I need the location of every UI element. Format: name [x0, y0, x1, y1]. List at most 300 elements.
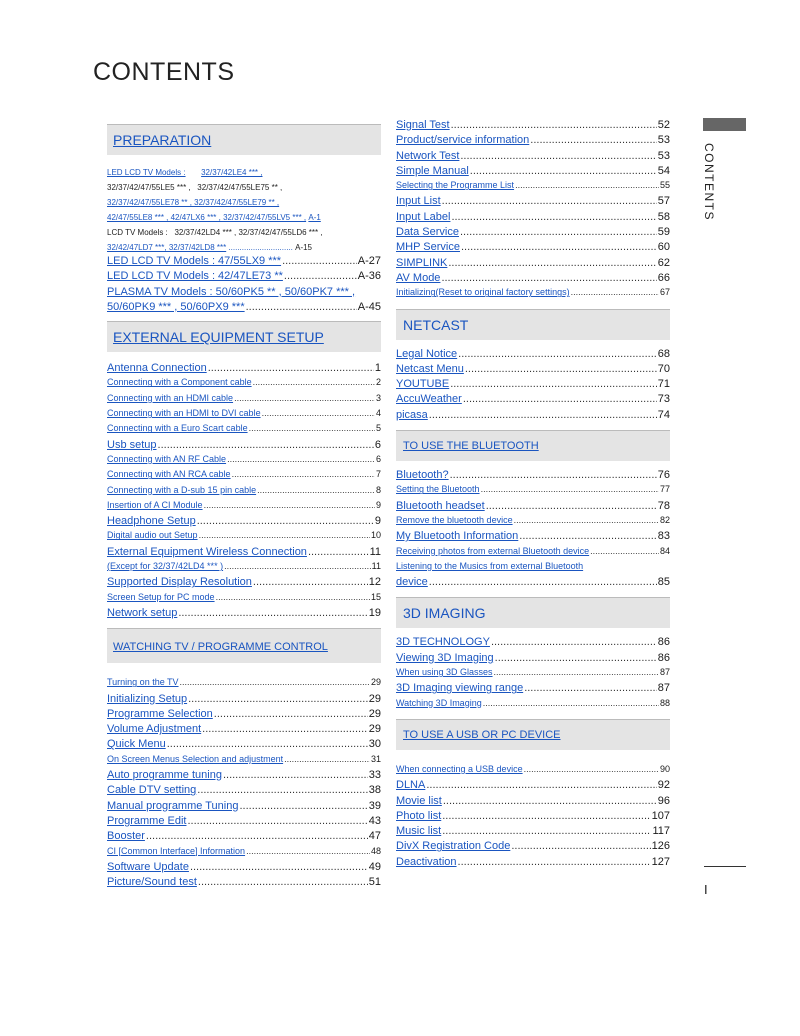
model-line[interactable]: 32/42/47LD7 ***, 32/37/42LD8 *** ............................. A-15	[107, 243, 313, 252]
toc-entry-title[interactable]: 3D TECHNOLOGY	[396, 636, 490, 649]
toc-entry[interactable]	[107, 800, 381, 815]
toc-entry[interactable]	[396, 484, 670, 499]
dot-leader	[234, 393, 375, 403]
toc-entry-page: 74	[657, 408, 670, 421]
dot-leader	[146, 830, 368, 842]
toc-entry[interactable]	[396, 393, 670, 408]
toc-entry[interactable]	[107, 693, 381, 708]
dot-leader	[249, 423, 375, 433]
usb-list	[396, 764, 670, 871]
toc-entry-title[interactable]: Simple Manual	[396, 164, 469, 177]
toc-entry-title[interactable]: Receiving photos from external Bluetooth device	[396, 545, 590, 556]
dot-leader	[465, 363, 657, 375]
toc-entry-page: 10	[370, 530, 381, 541]
toc-entry-page: 51	[368, 876, 381, 889]
toc-entry-page: 83	[657, 530, 670, 543]
toc-entry-title[interactable]: device	[396, 576, 428, 589]
toc-entry-title[interactable]: Connecting with a D-sub 15 pin cable	[107, 484, 257, 495]
toc-entry[interactable]	[396, 469, 670, 484]
toc-entry-title[interactable]: CI [Common Interface] Information	[107, 845, 246, 856]
toc-entry[interactable]	[396, 779, 670, 794]
dot-leader	[514, 515, 659, 525]
toc-entry[interactable]	[107, 723, 381, 738]
toc-entry[interactable]	[107, 408, 381, 423]
toc-entry[interactable]	[396, 840, 670, 855]
dot-leader	[494, 667, 659, 677]
toc-entry[interactable]	[396, 241, 670, 256]
toc-entry[interactable]	[396, 378, 670, 393]
dot-leader	[257, 485, 375, 495]
toc-entry-title[interactable]: Connecting with an HDMI to DVI cable	[107, 408, 261, 419]
dot-leader	[448, 257, 656, 269]
toc-entry[interactable]	[107, 454, 381, 469]
dot-leader	[491, 636, 657, 648]
toc-entry-page: 53	[657, 149, 670, 162]
toc-entry[interactable]	[396, 257, 670, 272]
toc-entry-page: 70	[657, 362, 670, 375]
toc-entry-title[interactable]: Legal Notice	[396, 347, 458, 360]
toc-entry[interactable]	[396, 409, 670, 424]
dot-leader	[524, 764, 659, 774]
model-line[interactable]: 32/37/42/47/55LE78 ** , 32/37/42/47/55LE79 ** ,	[107, 198, 280, 207]
dot-leader	[511, 840, 650, 852]
toc-entry-title[interactable]: Quick Menu	[107, 738, 166, 751]
toc-entry-title[interactable]: Screen Setup for PC mode	[107, 591, 215, 602]
side-label: CONTENTS	[702, 143, 716, 221]
toc-entry-title[interactable]: Antenna Connection	[107, 362, 207, 375]
toc-entry-title[interactable]: Cable DTV setting	[107, 784, 197, 797]
toc-entry-title[interactable]: Headphone Setup	[107, 515, 196, 528]
toc-entry[interactable]	[396, 825, 670, 840]
toc-entry[interactable]	[396, 180, 670, 195]
toc-entry-title[interactable]: Volume Adjustment	[107, 723, 202, 736]
toc-entry[interactable]	[107, 754, 381, 769]
section-bluetooth[interactable]: TO USE THE BLUETOOTH	[396, 430, 670, 461]
dot-leader	[442, 195, 657, 207]
toc-entry-title[interactable]: 3D Imaging viewing range	[396, 682, 524, 695]
dot-leader	[483, 698, 659, 708]
toc-entry-title[interactable]: Viewing 3D Imaging	[396, 651, 494, 664]
toc-entry[interactable]	[107, 815, 381, 830]
dot-leader	[443, 795, 657, 807]
toc-entry[interactable]	[107, 708, 381, 723]
dot-leader	[460, 150, 656, 162]
toc-entry[interactable]: PLASMA TV Models : 50/60PK5 ** , 50/60PK7 *** ,	[107, 285, 356, 298]
toc-entry-page: 78	[657, 499, 670, 512]
toc-entry-page: 59	[657, 226, 670, 239]
dot-leader	[450, 469, 657, 481]
dot-leader	[442, 810, 650, 822]
dot-leader	[253, 576, 368, 588]
toc-entry-page: 38	[368, 784, 381, 797]
toc-entry-page: 77	[659, 484, 670, 495]
toc-entry[interactable]	[396, 561, 670, 576]
toc-entry-page: 15	[370, 591, 381, 602]
toc-entry-page: 87	[657, 682, 670, 695]
toc-entry-page: 9	[374, 515, 381, 528]
toc-entry[interactable]	[107, 530, 381, 545]
dot-leader	[198, 876, 368, 888]
dot-leader	[442, 825, 651, 837]
dot-leader	[486, 500, 657, 512]
section-watching-tv[interactable]: WATCHING TV / PROGRAMME CONTROL	[107, 628, 381, 663]
toc-entry-page: 29	[370, 677, 381, 688]
toc-entry-title[interactable]: SIMPLINK	[396, 256, 448, 269]
toc-entry-title[interactable]: Initializing Setup	[107, 692, 188, 705]
toc-entry-title[interactable]: Input List	[396, 195, 441, 208]
toc-entry-page: 11	[371, 561, 381, 572]
toc-entry-title[interactable]: Usb setup	[107, 438, 157, 451]
toc-entry-page: 84	[659, 545, 670, 556]
toc-entry-title[interactable]: External Equipment Wireless Connection	[107, 545, 307, 558]
watching-list	[107, 677, 381, 891]
toc-entry-page: 7	[375, 469, 381, 480]
dot-leader	[429, 576, 657, 588]
toc-entry-title[interactable]: Connecting with an HDMI cable	[107, 392, 234, 403]
dot-leader	[180, 677, 370, 687]
toc-entry-page: 88	[659, 697, 670, 708]
toc-entry[interactable]	[107, 784, 381, 799]
toc-entry[interactable]: 50/60PK9 *** , 50/60PX9 *** ..... A-45	[107, 301, 381, 316]
toc-entry-page: 1	[374, 362, 381, 375]
dot-leader	[308, 546, 369, 558]
toc-entry[interactable]	[396, 226, 670, 241]
dot-leader	[530, 134, 656, 146]
toc-entry[interactable]	[107, 362, 381, 377]
toc-entry[interactable]	[396, 363, 670, 378]
toc-entry[interactable]: LED LCD TV Models : 42/47LE73 ** ..... A-36	[107, 270, 381, 285]
toc-entry-title[interactable]: Listening to the Musics from external Bluetooth	[396, 560, 584, 571]
toc-entry-title[interactable]: Connecting with a Component cable	[107, 377, 252, 388]
dot-leader	[590, 546, 659, 556]
dot-leader	[470, 165, 657, 177]
toc-entry[interactable]	[107, 861, 381, 876]
toc-entry-title[interactable]: Turning on the TV	[107, 677, 179, 688]
toc-entry[interactable]	[107, 393, 381, 408]
toc-entry-page: 33	[368, 769, 381, 782]
dot-leader	[188, 693, 368, 705]
model-list	[107, 165, 381, 255]
toc-entry-page: 29	[368, 707, 381, 720]
imaging-list	[396, 636, 670, 712]
dot-leader	[232, 469, 375, 479]
toc-entry-page: 117	[652, 825, 670, 838]
toc-entry[interactable]	[396, 546, 670, 561]
dot-leader	[190, 861, 368, 873]
toc-entry-page: 86	[657, 636, 670, 649]
toc-entry-title[interactable]: AV Mode	[396, 271, 441, 284]
toc-entry-title[interactable]: On Screen Menus Selection and adjustment	[107, 753, 284, 764]
toc-entry-title[interactable]: Software Update	[107, 860, 189, 873]
toc-entry-page: 86	[657, 651, 670, 664]
dot-leader	[463, 393, 657, 405]
dot-leader	[262, 408, 375, 418]
toc-entry-title[interactable]: Photo list	[396, 809, 442, 822]
dot-leader	[224, 561, 371, 571]
toc-entry-page: 48	[370, 845, 381, 856]
page-title: CONTENTS	[93, 58, 235, 86]
dot-leader	[167, 738, 368, 750]
toc-entry-title[interactable]: Connecting with a Euro Scart cable	[107, 423, 248, 434]
dot-leader	[458, 348, 657, 360]
toc-entry[interactable]	[396, 667, 670, 682]
dot-leader	[458, 856, 651, 868]
toc-entry[interactable]	[396, 211, 670, 226]
dot-leader	[519, 530, 656, 542]
section-usb-pc[interactable]: TO USE A USB OR PC DEVICE	[396, 719, 670, 750]
toc-entry-title[interactable]: AccuWeather	[396, 393, 462, 406]
toc-entry-title[interactable]: Picture/Sound test	[107, 876, 197, 889]
toc-entry-title[interactable]: Programme Edit	[107, 814, 187, 827]
model-line[interactable]: 32/37/42/47/55LE5 *** , 32/37/42/47/55LE75 ** ,	[107, 183, 283, 192]
dot-leader	[202, 723, 368, 735]
dot-leader	[451, 119, 657, 131]
dot-leader	[524, 682, 657, 694]
toc-entry-title[interactable]: Initializing(Reset to original factory settings)	[396, 287, 570, 298]
toc-entry[interactable]	[107, 592, 381, 607]
dot-leader	[197, 784, 367, 796]
toc-entry[interactable]	[107, 423, 381, 438]
toc-entry[interactable]	[107, 439, 381, 454]
section-preparation[interactable]: PREPARATION	[107, 124, 381, 155]
toc-entry-title[interactable]: Manual programme Tuning	[107, 799, 239, 812]
toc-entry-page: 92	[657, 779, 670, 792]
toc-entry-page: 53	[657, 134, 670, 147]
toc-entry-page: 8	[375, 484, 381, 495]
toc-entry[interactable]	[396, 764, 670, 779]
toc-entry-page: 3	[375, 392, 381, 403]
toc-entry-title[interactable]: Auto programme tuning	[107, 769, 222, 782]
toc-entry-title[interactable]: Bluetooth?	[396, 469, 449, 482]
dot-leader	[429, 409, 657, 421]
toc-entry-title[interactable]: picasa	[396, 408, 428, 421]
toc-entry[interactable]: LED LCD TV Models : 47/55LX9 *** ..... A-27	[107, 255, 381, 270]
toc-entry-title[interactable]: Programme Selection	[107, 707, 213, 720]
toc-entry-page: 82	[659, 514, 670, 525]
toc-entry-page: 127	[651, 855, 670, 868]
toc-entry-title[interactable]: Product/service information	[396, 134, 530, 147]
toc-entry[interactable]	[396, 134, 670, 149]
toc-entry-page: 6	[374, 438, 381, 451]
left-column	[107, 124, 381, 891]
toc-entry[interactable]	[107, 738, 381, 753]
toc-entry-title[interactable]: DLNA	[396, 779, 426, 792]
toc-entry-page: 19	[368, 606, 381, 619]
toc-entry-page: 49	[368, 860, 381, 873]
toc-entry-title[interactable]: My Bluetooth Information	[396, 530, 519, 543]
toc-entry[interactable]	[396, 530, 670, 545]
toc-entry[interactable]	[107, 561, 381, 576]
toc-entry[interactable]	[107, 515, 381, 530]
dot-leader	[426, 779, 656, 791]
toc-entry-page: 62	[657, 256, 670, 269]
dot-leader	[204, 500, 375, 510]
toc-entry-title[interactable]: Selecting the Programme List	[396, 180, 515, 191]
top-list	[396, 119, 670, 303]
dot-leader	[197, 515, 374, 527]
dot-leader	[246, 846, 370, 856]
dot-leader	[187, 815, 367, 827]
dot-leader	[253, 377, 375, 387]
toc-entry-title[interactable]: MHP Service	[396, 241, 460, 254]
toc-entry[interactable]	[396, 576, 670, 591]
toc-entry[interactable]	[396, 500, 670, 515]
model-line[interactable]: 42/47/55LE8 *** , 42/47LX6 *** , 32/37/42/47/55LV5 *** , A-1	[107, 213, 321, 222]
toc-entry-page: 52	[657, 119, 670, 131]
dot-leader	[284, 754, 370, 764]
toc-entry-page: 107	[651, 809, 670, 822]
toc-entry-title[interactable]: Setting the Bluetooth	[396, 484, 480, 495]
toc-entry[interactable]	[107, 769, 381, 784]
dot-leader	[460, 226, 657, 238]
toc-entry-page: 12	[368, 576, 381, 589]
toc-entry[interactable]	[396, 150, 670, 165]
toc-entry-title[interactable]: Remove the bluetooth device	[396, 514, 513, 525]
toc-entry-page: 60	[657, 241, 670, 254]
dot-leader	[239, 800, 367, 812]
toc-entry[interactable]	[107, 485, 381, 500]
toc-entry[interactable]	[396, 652, 670, 667]
toc-entry[interactable]	[396, 698, 670, 713]
side-tab-bar	[703, 118, 746, 131]
toc-entry-title[interactable]: Supported Display Resolution	[107, 576, 252, 589]
toc-entry-title[interactable]: Booster	[107, 830, 145, 843]
toc-entry-title[interactable]: YOUTUBE	[396, 378, 450, 391]
side-divider	[704, 866, 746, 867]
toc-entry-page: 2	[375, 377, 381, 388]
toc-entry-title[interactable]: Movie list	[396, 794, 442, 807]
toc-entry[interactable]	[396, 810, 670, 825]
toc-entry-title[interactable]: Network Test	[396, 149, 460, 162]
toc-entry-title[interactable]: Netcast Menu	[396, 362, 464, 375]
toc-entry-page: 5	[375, 423, 381, 434]
dot-leader	[216, 592, 370, 602]
toc-entry[interactable]	[107, 607, 381, 622]
toc-entry-title[interactable]: Watching 3D Imaging	[396, 697, 482, 708]
toc-entry[interactable]	[107, 677, 381, 692]
toc-entry[interactable]	[107, 546, 381, 561]
toc-entry-title[interactable]: Deactivation	[396, 855, 457, 868]
toc-entry-page: 31	[370, 753, 381, 764]
dot-leader	[451, 211, 656, 223]
toc-entry[interactable]	[107, 830, 381, 845]
toc-entry-title[interactable]: Data Service	[396, 226, 459, 239]
model-line[interactable]: LCD TV Models : 32/37/42LD4 *** , 32/37/42/47/55LD6 *** ,	[107, 228, 323, 237]
dot-leader	[481, 484, 659, 494]
toc-entry[interactable]	[107, 377, 381, 392]
toc-entry-page: 126	[651, 840, 670, 853]
toc-entry-page: 73	[657, 393, 670, 406]
bluetooth-list	[396, 469, 670, 591]
toc-entry-page: 11	[369, 545, 381, 558]
toc-entry-title[interactable]: Connecting with AN RF Cable	[107, 453, 227, 464]
dot-leader	[495, 652, 657, 664]
toc-entry-page: 6	[375, 453, 381, 464]
toc-entry-page: 96	[657, 794, 670, 807]
toc-entry[interactable]	[107, 500, 381, 515]
external-list	[107, 362, 381, 622]
toc-entry[interactable]	[396, 856, 670, 871]
toc-entry-page: 71	[657, 378, 670, 391]
dot-leader	[515, 180, 659, 190]
toc-entry-title[interactable]: DivX Registration Code	[396, 840, 511, 853]
toc-entry-page: 54	[657, 164, 670, 177]
dot-leader	[571, 287, 659, 297]
toc-entry-page: 85	[657, 576, 670, 589]
dot-leader	[461, 241, 657, 253]
toc-entry-title[interactable]: Connecting with AN RCA cable	[107, 469, 231, 480]
toc-entry-page: 87	[659, 667, 670, 678]
toc-entry-title[interactable]: Bluetooth headset	[396, 499, 485, 512]
toc-entry-page: 30	[368, 738, 381, 751]
section-3d-imaging[interactable]: 3D IMAGING	[396, 597, 670, 628]
toc-entry-page: 55	[659, 180, 670, 191]
right-column	[396, 119, 670, 871]
section-netcast[interactable]: NETCAST	[396, 309, 670, 340]
toc-entry-page: 9	[375, 499, 381, 510]
toc-entry-page: 66	[657, 271, 670, 284]
dot-leader	[223, 769, 368, 781]
dot-leader	[441, 272, 656, 284]
toc-entry-page: 58	[657, 210, 670, 223]
toc-entry[interactable]	[396, 795, 670, 810]
toc-entry-title[interactable]: Insertion of A CI Module	[107, 499, 203, 510]
toc-entry-page: 90	[659, 763, 670, 774]
toc-entry[interactable]	[107, 469, 381, 484]
toc-entry-page: 43	[368, 814, 381, 827]
toc-entry-title[interactable]: Input Label	[396, 210, 451, 223]
toc-entry-title[interactable]: Signal Test	[396, 119, 450, 131]
toc-entry-page: 76	[657, 469, 670, 482]
toc-entry[interactable]	[396, 272, 670, 287]
dot-leader	[208, 362, 374, 374]
dot-leader	[214, 708, 368, 720]
toc-entry[interactable]	[396, 682, 670, 697]
toc-entry[interactable]	[107, 876, 381, 891]
dot-leader	[227, 454, 375, 464]
toc-entry[interactable]	[396, 119, 670, 134]
netcast-list	[396, 348, 670, 424]
section-external-equipment[interactable]: EXTERNAL EQUIPMENT SETUP	[107, 321, 381, 352]
toc-entry-page: 67	[659, 287, 670, 298]
toc-entry-title[interactable]: Network setup	[107, 606, 178, 619]
toc-entry[interactable]	[396, 515, 670, 530]
toc-entry[interactable]	[396, 195, 670, 210]
toc-entry[interactable]	[396, 287, 670, 302]
page-number: I	[704, 882, 708, 897]
toc-entry-title[interactable]: When connecting a USB device	[396, 763, 523, 774]
toc-entry-page: 39	[368, 799, 381, 812]
model-line[interactable]: LED LCD TV Models : 32/37/42LE4 *** ,	[107, 168, 263, 177]
toc-entry-page: 29	[368, 723, 381, 736]
toc-entry-page: 29	[368, 692, 381, 705]
toc-entry[interactable]	[396, 348, 670, 363]
dot-leader	[199, 530, 370, 540]
toc-entry-title[interactable]: (Except for 32/37/42LD4 *** )	[107, 561, 224, 572]
toc-entry-page: 57	[657, 195, 670, 208]
toc-entry-page: 4	[375, 408, 381, 419]
toc-entry-page: 47	[368, 830, 381, 843]
toc-entry[interactable]	[107, 846, 381, 861]
toc-entry[interactable]	[396, 636, 670, 651]
toc-entry-title[interactable]: Music list	[396, 825, 442, 838]
toc-entry-page: 68	[657, 347, 670, 360]
toc-entry[interactable]	[107, 576, 381, 591]
dot-leader	[450, 378, 657, 390]
toc-entry-title[interactable]: Digital audio out Setup	[107, 530, 198, 541]
toc-entry-title[interactable]: When using 3D Glasses	[396, 667, 493, 678]
toc-entry[interactable]	[396, 165, 670, 180]
